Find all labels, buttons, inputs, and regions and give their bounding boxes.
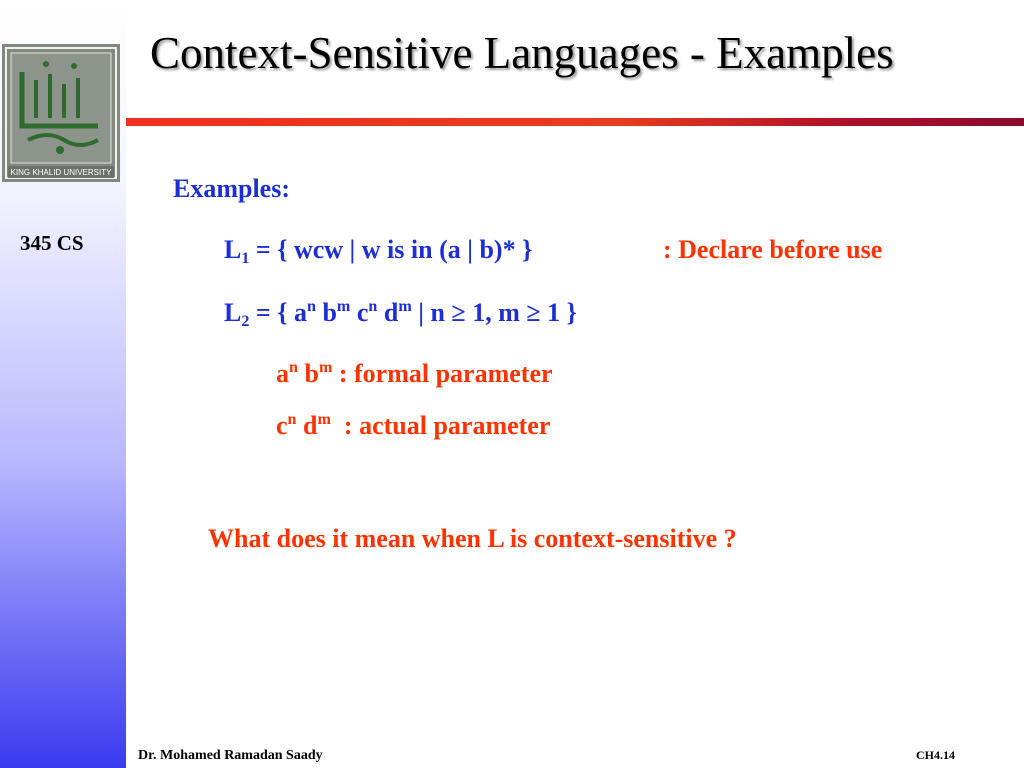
actual-c: c	[276, 411, 288, 440]
footer-author: Dr. Mohamed Ramadan Saady	[138, 748, 323, 763]
sidebar	[0, 0, 126, 768]
l1-symbol: L	[224, 235, 242, 264]
title-divider	[126, 118, 1024, 126]
l2-b: b	[315, 298, 337, 327]
l1-subscript: 1	[241, 250, 250, 267]
actual-exp-m: m	[317, 411, 331, 428]
formal-b: b	[297, 359, 319, 388]
l2-exp-m2: m	[398, 298, 412, 315]
formal-label: : formal parameter	[332, 359, 553, 388]
l2-d: d	[377, 298, 399, 327]
footer-page-number: CH4.14	[916, 748, 955, 762]
formal-exp-m: m	[318, 359, 333, 376]
l1-note: : Declare before use	[663, 235, 883, 264]
l2-exp-n2: n	[368, 298, 378, 315]
l2-subscript: 2	[241, 313, 250, 330]
formal-a: a	[276, 359, 289, 388]
actual-exp-n: n	[287, 411, 297, 428]
formal-exp-n: n	[289, 359, 298, 376]
formal-parameter-line	[276, 359, 553, 389]
language-l1-line	[224, 235, 532, 268]
svg-text:KING KHALID UNIVERSITY: KING KHALID UNIVERSITY	[10, 168, 112, 177]
actual-d: d	[296, 411, 318, 440]
actual-parameter-line	[276, 411, 550, 441]
l2-exp-n1: n	[306, 298, 316, 315]
language-l2-line	[224, 298, 577, 331]
l2-symbol: L	[224, 298, 242, 327]
course-code: 345 CS	[20, 231, 84, 255]
l2-c: c	[350, 298, 369, 327]
university-logo-icon	[2, 44, 120, 182]
slide-title: Context-Sensitive Languages - Examples	[150, 28, 894, 78]
l2-prefix: = { a	[249, 298, 307, 327]
actual-label: : actual parameter	[330, 411, 551, 440]
l1-definition: = { wcw | w is in (a | b)* }	[249, 235, 533, 264]
l2-exp-m1: m	[336, 298, 351, 315]
l2-suffix: | n ≥ 1, m ≥ 1 }	[411, 298, 577, 327]
examples-heading: Examples:	[173, 174, 290, 203]
university-logo	[2, 44, 120, 182]
context-sensitive-question: What does it mean when L is context-sensitive ?	[208, 524, 737, 553]
